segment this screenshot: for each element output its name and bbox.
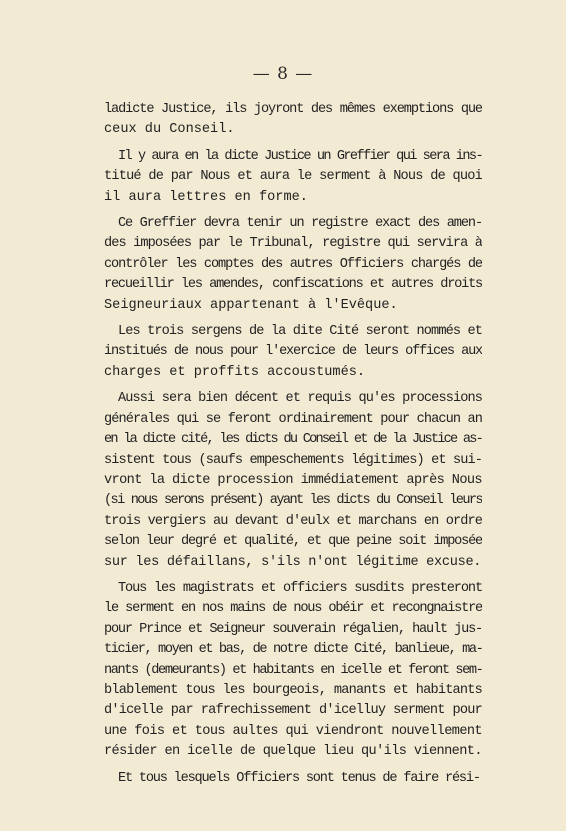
text-line: titué de par Nous et aura le serment à Nous de quoi <box>104 169 482 185</box>
text-line: contrôler les comptes des autres Officiers chargés de <box>104 256 482 272</box>
text-line: institués de nous pour l'exercice de leurs offices aux <box>104 344 482 360</box>
paragraph <box>104 322 482 383</box>
text-line: Seigneuriaux appartenant à l'Evêque. <box>104 297 398 313</box>
paragraph <box>104 389 482 573</box>
text-line: Il y aura en la dicte Justice un Greffier qui sera ins- <box>118 148 482 164</box>
text-line: des imposées par le Tribunal, registre qui servira à <box>104 236 482 252</box>
text-line: vront la dicte procession immédiatement après Nous <box>104 472 482 488</box>
text-line: d'icelle par rafrechissement d'icelluy serment pour <box>104 703 482 719</box>
paragraph <box>104 214 482 316</box>
text-line: ticier, moyen et bas, de notre dicte Cité, banlieue, ma- <box>104 642 482 658</box>
text-line: recueillir les amendes, confiscations et autres droits <box>104 277 482 293</box>
text-line: Les trois sergens de la dite Cité seront nommés et <box>118 324 482 340</box>
text-line: il aura lettres en forme. <box>104 189 308 205</box>
paragraph <box>104 147 482 208</box>
text-line: selon leur degré et qualité, et que peine soit imposée <box>104 534 482 550</box>
text-line: ceux du Conseil. <box>104 122 235 138</box>
paragraph <box>104 100 482 141</box>
text-line: (si nous serons présent) ayant les dicts du Conseil leurs <box>104 493 482 509</box>
text-line: pour Prince et Seigneur souverain régalien, hault jus- <box>104 621 482 637</box>
text-line: trois vergiers au devant d'eulx et marchans en ordre <box>104 513 482 529</box>
text-line: sistent tous (saufs empeschements légitimes) et sui- <box>104 452 482 468</box>
paragraph <box>104 579 482 763</box>
text-line: Ce Greffier devra tenir un registre exact des amen- <box>118 216 482 232</box>
body-text <box>104 100 482 789</box>
text-line: blablement tous les bourgeois, manants et habitants <box>104 682 482 698</box>
text-line: le serment en nos mains de nous obéir et recongnaistre <box>104 601 482 617</box>
text-line: Et tous lesquels Officiers sont tenus de faire rési- <box>118 770 480 786</box>
text-line: en la dicte cité, les dicts du Conseil et de la Justice as- <box>104 432 482 448</box>
text-line: charges et proffits accoustumés. <box>104 364 366 380</box>
text-line: Tous les magistrats et officiers susdits presteront <box>118 580 482 596</box>
text-line: sur les défaillans, s'ils n'ont légitime excuse. <box>104 554 482 570</box>
paragraph <box>104 769 482 789</box>
text-line: ladicte Justice, ils joyront des mêmes exemptions que <box>104 102 482 117</box>
text-line: résider en icelle de quelque lieu qu'ils viennent. <box>104 744 482 760</box>
text-line: générales qui se feront ordinairement pour chacun an <box>104 411 482 427</box>
page-number: — 8 — <box>252 64 314 84</box>
text-line: une fois et tous aultes qui viendront nouvellement <box>104 723 482 739</box>
text-line: Aussi sera bien décent et requis qu'es processions <box>118 391 482 407</box>
text-line: nants (demeurants) et habitants en icelle et feront sem- <box>104 662 482 678</box>
